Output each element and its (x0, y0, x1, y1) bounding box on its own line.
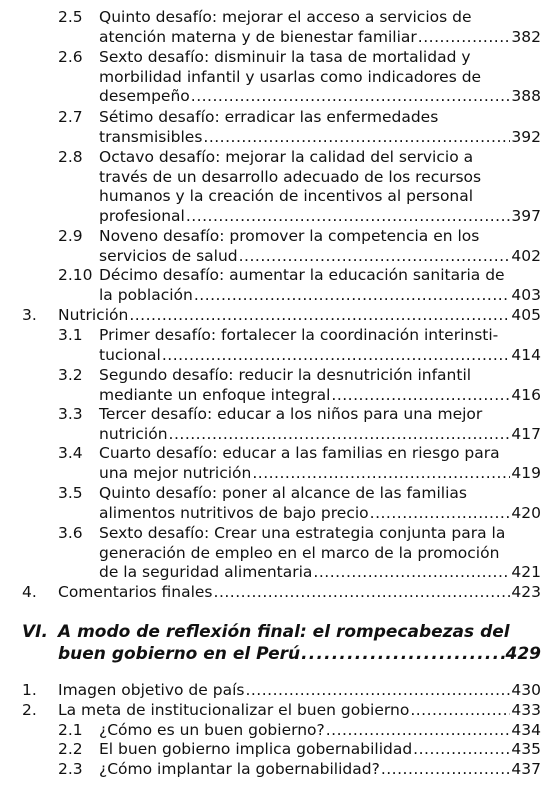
dot-leader (239, 247, 511, 267)
toc-entry-number: 2.5 (58, 8, 83, 26)
toc-entry-title-line: través de un desarrollo adecuado de los recursos (99, 167, 482, 186)
toc-entry-number: 3.3 (58, 405, 83, 423)
toc-entry-title-line: buen gobierno en el Perú (58, 643, 301, 664)
toc-entry-title-line: Décimo desafío: aumentar la educación sanitaria de (99, 266, 505, 284)
dot-leader (301, 644, 504, 666)
toc-entry-title-line: una mejor nutrición (99, 463, 252, 482)
dot-leader (129, 306, 510, 326)
toc-entry-title-line: Segundo desafío: reducir la desnutrición infantil (99, 366, 472, 384)
toc-entry-number: VI. (22, 622, 48, 642)
toc-page-number: 402 (511, 246, 541, 265)
toc-page-number: 392 (511, 127, 541, 146)
toc-entry-number: 1. (22, 681, 37, 699)
toc-page-number: 403 (511, 285, 541, 304)
toc-entry-title-line: la población (99, 285, 193, 304)
toc-entry-title-line: ¿Cómo es un buen gobierno? (99, 721, 325, 739)
toc-entry-number: 2.10 (58, 266, 93, 284)
toc-entry-title-line: Nutrición (58, 306, 129, 324)
toc-entry-title-line: Octavo desafío: mejorar la calidad del servicio a (99, 148, 474, 166)
dot-leader (410, 701, 510, 721)
toc-page-number: 382 (511, 27, 541, 46)
toc-page-number: 421 (511, 563, 541, 582)
dot-leader (381, 760, 511, 780)
toc-entry-number: 2.8 (58, 148, 83, 166)
toc-entry-number: 3.2 (58, 366, 83, 384)
toc-entry-title-line: de la seguridad alimentaria (99, 563, 313, 582)
dot-leader (331, 386, 510, 406)
toc-entry-title-line: Comentarios finales (58, 583, 213, 601)
toc-page-number: 433 (511, 701, 541, 719)
dot-leader (252, 464, 510, 484)
toc-entry-number: 3.6 (58, 524, 83, 542)
dot-leader (370, 504, 511, 524)
toc-entry-number: 2. (22, 701, 37, 719)
toc-entry-title-line: ¿Cómo implantar la gobernabilidad? (99, 760, 380, 778)
toc-page-number: 420 (511, 503, 541, 522)
toc-page-number: 430 (511, 681, 541, 699)
toc-entry-title-line: atención materna y de bienestar familiar (99, 27, 417, 46)
toc-entry-title-line: A modo de reflexión final: el rompecabezas del (58, 622, 510, 642)
toc-entry-title-line: generación de empleo en el marco de la promoción (99, 543, 500, 562)
toc-entry-title-line: transmisibles (99, 127, 203, 146)
dot-leader (245, 681, 510, 701)
toc-entry-number: 2.2 (58, 740, 83, 758)
toc-entry-number: 3.1 (58, 326, 83, 344)
dot-leader (313, 563, 510, 583)
toc-page-number: 414 (511, 345, 541, 364)
dot-leader (326, 721, 511, 741)
toc-entry-number: 2.1 (58, 721, 83, 739)
toc-entry-title-line: profesional (99, 206, 185, 225)
toc-entry-title-line: Quinto desafío: poner al alcance de las familias (99, 484, 467, 502)
toc-page-number: 417 (511, 424, 541, 443)
toc-entry-title-line: mediante un enfoque integral (99, 385, 331, 404)
dot-leader (203, 128, 510, 148)
toc-entry-title-line: desempeño (99, 87, 190, 106)
dot-leader (162, 346, 511, 366)
dot-leader (413, 740, 510, 760)
dot-leader (418, 28, 511, 48)
toc-entry-number: 2.3 (58, 760, 83, 778)
toc-entry-number: 4. (22, 583, 37, 601)
toc-page-number: 434 (511, 721, 541, 739)
toc-page-number: 405 (511, 306, 541, 324)
toc-page-number: 429 (505, 643, 541, 664)
toc-page-number: 435 (511, 740, 541, 758)
toc-entry-title-line: alimentos nutritivos de bajo precio (99, 503, 369, 522)
toc-entry-title-line: Primer desafío: fortalecer la coordinación interinsti- (99, 326, 499, 344)
toc-entry-title-line: Sexto desafío: Crear una estrategia conjunta para la (99, 524, 506, 542)
dot-leader (191, 87, 511, 107)
toc-entry-title-line: Sexto desafío: disminuir la tasa de mortalidad y (99, 48, 471, 66)
toc-page-number: 388 (511, 87, 541, 106)
toc-entry-title-line: servicios de salud (99, 246, 238, 265)
toc-entry-title-line: Imagen objetivo de país (58, 681, 245, 699)
toc-entry-title-line: Cuarto desafío: educar a las familias en riesgo para (99, 444, 500, 462)
toc-page-number: 416 (511, 385, 541, 404)
toc-entry-title-line: La meta de institucionalizar el buen gobierno (58, 701, 410, 719)
toc-entry-number: 3.5 (58, 484, 83, 502)
toc-entry-number: 2.7 (58, 108, 83, 126)
toc-page-number: 437 (511, 760, 541, 778)
dot-leader (169, 425, 511, 445)
toc-entry-title-line: El buen gobierno implica gobernabilidad (99, 740, 413, 758)
toc-page-number: 423 (511, 583, 541, 601)
toc-entry-title-line: tucional (99, 345, 161, 364)
toc-entry-title-line: nutrición (99, 424, 168, 443)
dot-leader (186, 207, 511, 227)
toc-entry-number: 3.4 (58, 444, 83, 462)
dot-leader (194, 286, 511, 306)
toc-entry-title-line: Sétimo desafío: erradicar las enfermedades (99, 108, 439, 126)
toc-entry-number: 3. (22, 306, 37, 324)
toc-entry-title-line: Tercer desafío: educar a los niños para una mejor (99, 405, 483, 423)
toc-entry-title-line: humanos y la creación de incentivos al personal (99, 187, 474, 206)
toc-page-number: 419 (511, 463, 541, 482)
toc-entry-title-line: Quinto desafío: mejorar el acceso a servicios de (99, 8, 472, 26)
toc-entry-title-line: morbilidad infantil y usarlas como indicadores de (99, 67, 482, 86)
toc-entry-title-line: Noveno desafío: promover la competencia en los (99, 227, 480, 245)
toc-page-number: 397 (511, 206, 541, 225)
toc-entry-number: 2.9 (58, 227, 83, 245)
dot-leader (214, 583, 511, 603)
toc-entry-number: 2.6 (58, 48, 83, 66)
